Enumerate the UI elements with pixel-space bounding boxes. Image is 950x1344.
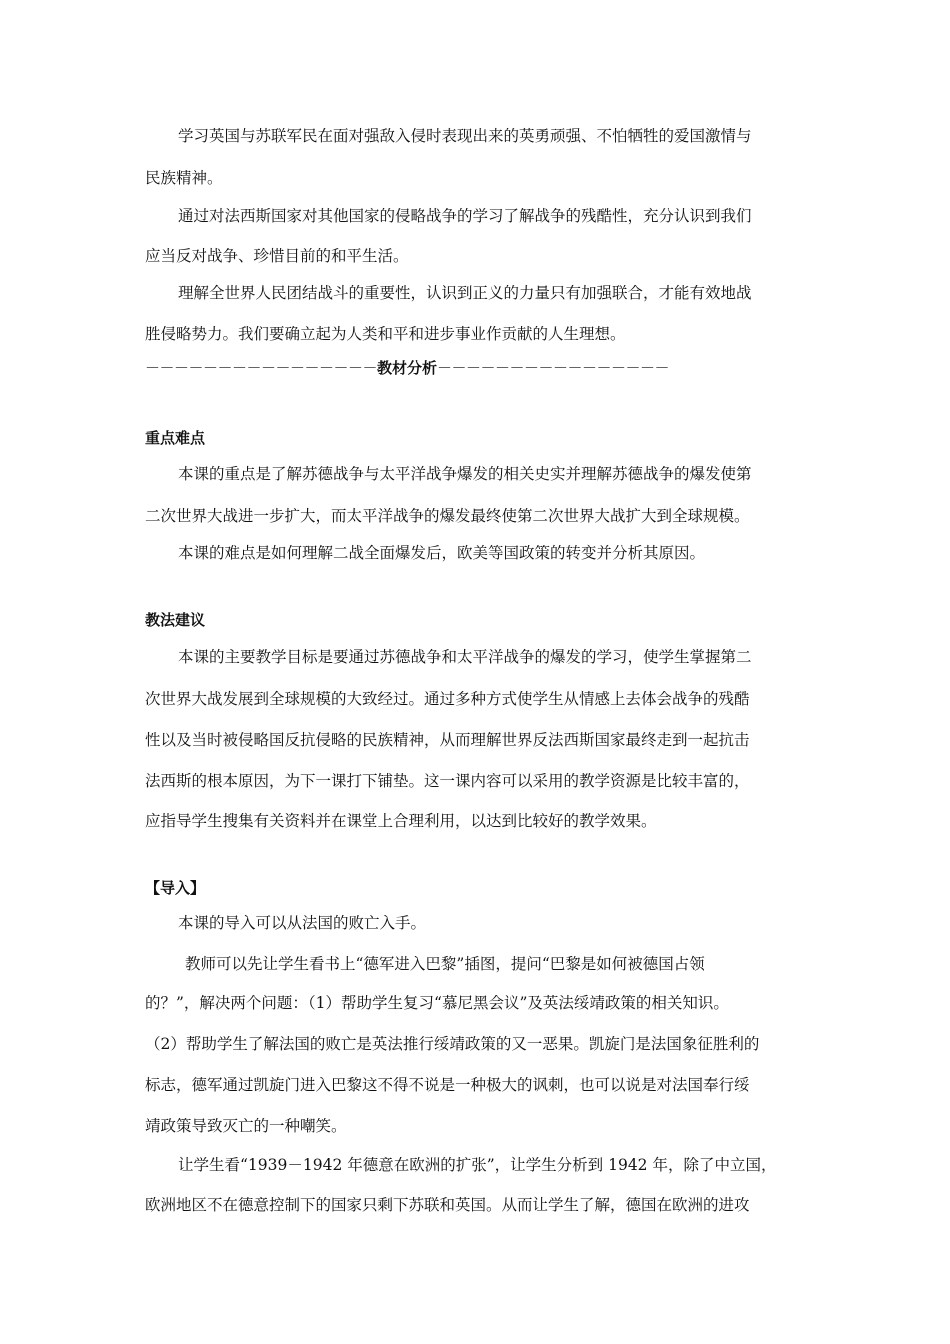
teaching-p1-line-1: 本课的主要教学目标是要通过苏德战争和太平洋战争的爆发的学习，使学生掌握第二 (178, 648, 752, 666)
teaching-heading: 教法建议 (145, 611, 206, 629)
goal-2-line-2: 应当反对战争、珍惜目前的和平生活。 (145, 247, 409, 265)
goal-1-line-1: 学习英国与苏联军民在面对强敌入侵时表现出来的英勇顽强、不怕牺牲的爱国激情与 (178, 127, 752, 145)
key-points-p2-line-1: 本课的难点是如何理解二战全面爆发后，欧美等国政策的转变并分析其原因。 (178, 544, 706, 562)
teaching-p1-line-2: 次世界大战发展到全球规模的大致经过。通过多种方式使学生从情感上去体会战争的残酷 (145, 690, 750, 708)
goal-1-line-2: 民族精神。 (145, 169, 223, 187)
goal-3-line-1: 理解全世界人民团结战斗的重要性，认识到正义的力量只有加强联合，才能有效地战 (178, 284, 752, 302)
intro-p1: 本课的导入可以从法国的败亡入手。 (178, 914, 427, 932)
divider-right: －－－－－－－－－－－－－－－－ (437, 359, 670, 377)
teaching-p1-line-4: 法西斯的根本原因，为下一课打下铺垫。这一课内容可以采用的教学资源是比较丰富的， (145, 772, 750, 790)
key-points-heading: 重点难点 (145, 429, 206, 447)
intro-p3-line-1: 让学生看“1939－1942 年德意在欧洲的扩张”，让学生分析到 1942 年，除了中立国， (178, 1156, 777, 1174)
divider-title: 教材分析 (377, 359, 438, 377)
intro-p3-line-2: 欧洲地区不在德意控制下的国家只剩下苏联和英国。从而让学生了解，德国在欧洲的进攻 (145, 1196, 750, 1214)
teaching-p1-line-5: 应指导学生搜集有关资料并在课堂上合理利用，以达到比较好的教学效果。 (145, 812, 657, 830)
section-divider (145, 358, 785, 378)
goal-2-line-1: 通过对法西斯国家对其他国家的侵略战争的学习了解战争的残酷性，充分认识到我们 (178, 207, 752, 225)
key-points-p1-line-2: 二次世界大战进一步扩大，而太平洋战争的爆发最终使第二次世界大战扩大到全球规模。 (145, 507, 750, 525)
intro-p2-line-3: （2）帮助学生了解法国的败亡是英法推行绥靖政策的又一恶果。凯旋门是法国象征胜利的 (145, 1035, 760, 1053)
goal-3-line-2: 胜侵略势力。我们要确立起为人类和平和进步事业作贡献的人生理想。 (145, 325, 626, 343)
intro-p2-line-1: 教师可以先让学生看书上“德军进入巴黎”插图，提问“巴黎是如何被德国占领 (185, 955, 705, 973)
intro-heading: 【导入】 (145, 879, 206, 897)
divider-left: －－－－－－－－－－－－－－－－ (145, 359, 378, 377)
key-points-p1-line-1: 本课的重点是了解苏德战争与太平洋战争爆发的相关史实并理解苏德战争的爆发使第 (178, 465, 752, 483)
teaching-p1-line-3: 性以及当时被侵略国反抗侵略的民族精神，从而理解世界反法西斯国家最终走到一起抗击 (145, 731, 750, 749)
intro-p2-line-5: 靖政策导致灭亡的一种嘲笑。 (145, 1117, 347, 1135)
intro-p2-line-2: 的？”，解决两个问题：（1）帮助学生复习“慕尼黑会议”及英法绥靖政策的相关知识。 (145, 994, 729, 1012)
intro-p2-line-4: 标志，德军通过凯旋门进入巴黎这不得不说是一种极大的讽刺，也可以说是对法国奉行绥 (145, 1076, 750, 1094)
